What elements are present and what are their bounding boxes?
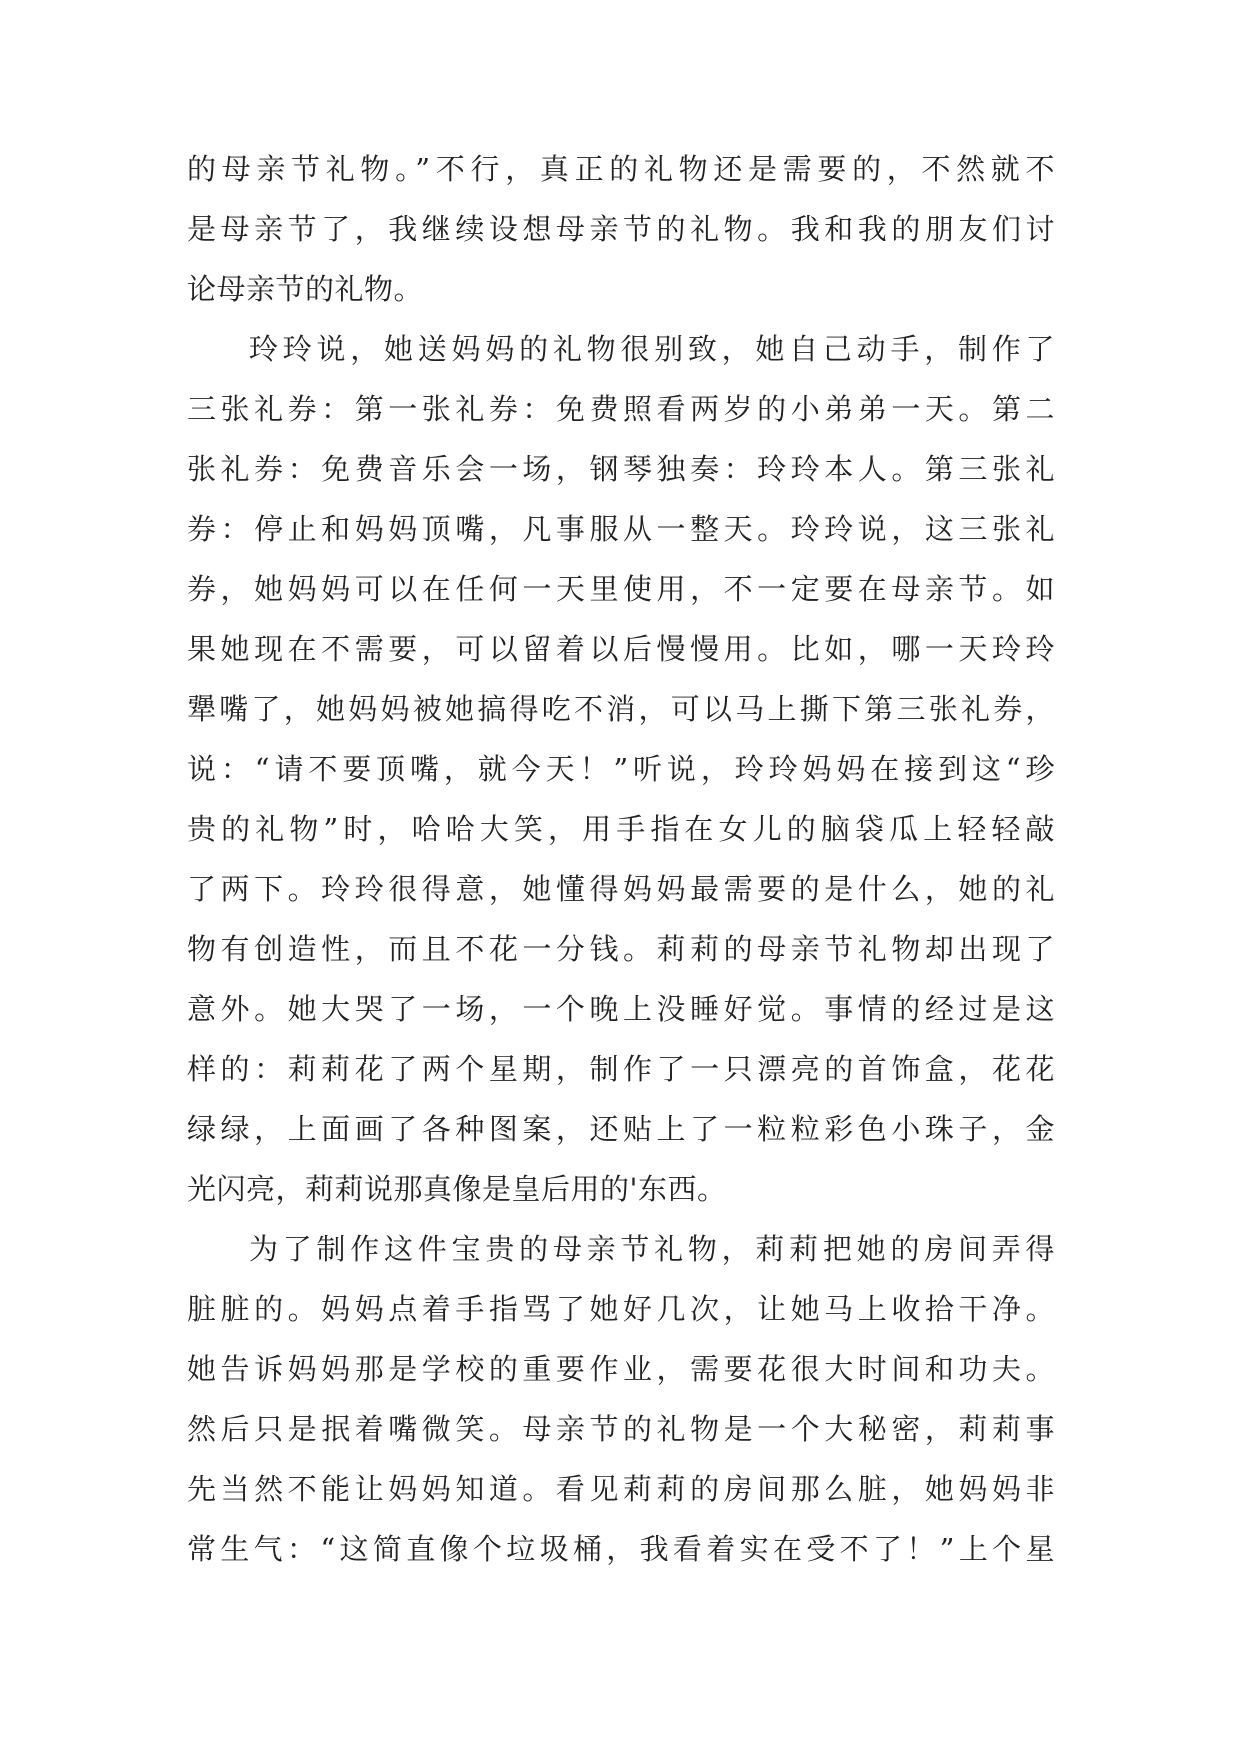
text-line: 绿绿，上面画了各种图案，还贴上了一粒粒彩色小珠子，金 [187,1112,1055,1146]
text-line: 券，她妈妈可以在任何一天里使用，不一定要在母亲节。如 [187,572,1055,606]
text-line: 物有创造性，而且不花一分钱。莉莉的母亲节礼物却出现了 [187,932,1055,966]
text-line: 先当然不能让妈妈知道。看见莉莉的房间那么脏，她妈妈非 [187,1472,1055,1506]
text-line: 光闪亮，莉莉说那真像是皇后用的'东西。 [187,1172,727,1206]
text-line: 她告诉妈妈那是学校的重要作业，需要花很大时间和功夫。 [187,1352,1055,1386]
text-line: 了两下。玲玲很得意，她懂得妈妈最需要的是什么，她的礼 [187,872,1055,906]
text-line: 论母亲节的礼物。 [187,272,424,306]
paragraph-first-line: 玲玲说，她送妈妈的礼物很别致，她自己动手，制作了 [249,332,1055,366]
text-line: 犟嘴了，她妈妈被她搞得吃不消，可以马上撕下第三张礼券， [187,692,1055,726]
text-line: 三张礼券：第一张礼券：免费照看两岁的小弟弟一天。第二 [187,392,1055,426]
text-line: 券：停止和妈妈顶嘴，凡事服从一整天。玲玲说，这三张礼 [187,512,1055,546]
text-line: 说：“请不要顶嘴，就今天！”听说，玲玲妈妈在接到这“珍 [187,752,1055,786]
text-line: 然后只是抿着嘴微笑。母亲节的礼物是一个大秘密，莉莉事 [187,1412,1055,1446]
text-line: 贵的礼物”时，哈哈大笑，用手指在女儿的脑袋瓜上轻轻敲 [187,812,1055,846]
text-line: 样的：莉莉花了两个星期，制作了一只漂亮的首饰盒，花花 [187,1052,1055,1086]
text-line: 张礼券：免费音乐会一场，钢琴独奏：玲玲本人。第三张礼 [187,452,1055,486]
text-line: 的母亲节礼物。”不行，真正的礼物还是需要的，不然就不 [187,152,1055,186]
text-line: 是母亲节了，我继续设想母亲节的礼物。我和我的朋友们讨 [187,212,1055,246]
text-line: 意外。她大哭了一场，一个晚上没睡好觉。事情的经过是这 [187,992,1055,1026]
text-line: 果她现在不需要，可以留着以后慢慢用。比如，哪一天玲玲 [187,632,1055,666]
paragraph-first-line: 为了制作这件宝贵的母亲节礼物，莉莉把她的房间弄得 [249,1232,1055,1266]
text-line: 常生气：“这简直像个垃圾桶，我看着实在受不了！”上个星 [187,1532,1055,1566]
text-line: 脏脏的。妈妈点着手指骂了她好几次，让她马上收拾干净。 [187,1292,1055,1326]
document-body [187,139,1055,1579]
